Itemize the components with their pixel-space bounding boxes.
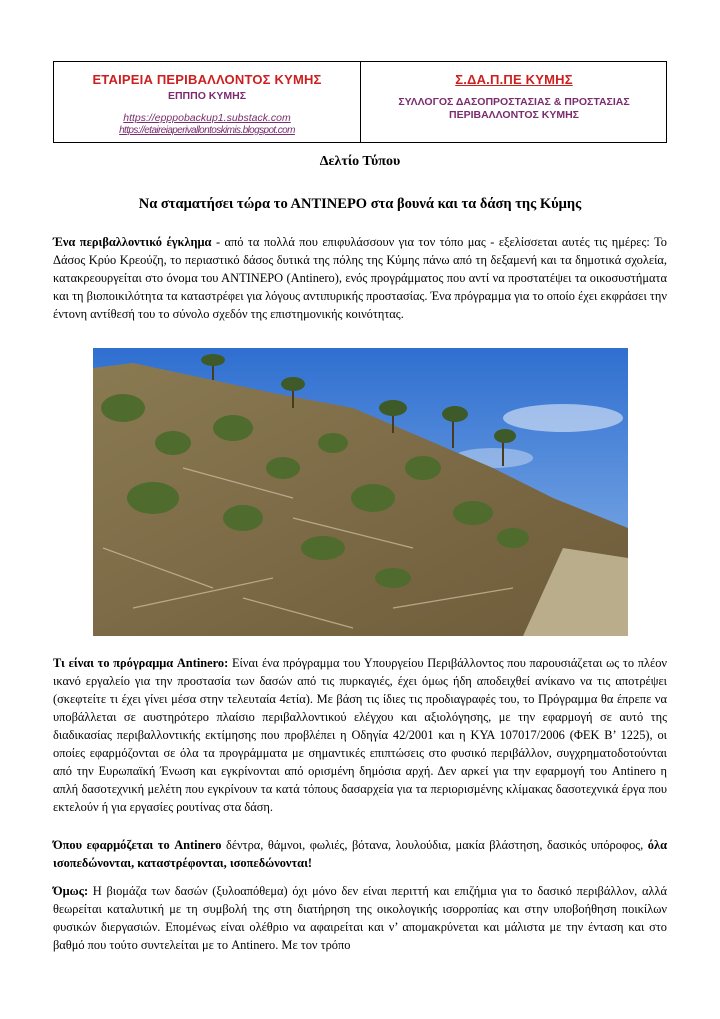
paragraph-where-applied-lead: Όπου εφαρμόζεται το Antinero <box>53 838 222 852</box>
photo-illustration <box>93 348 628 636</box>
org-full-name-right <box>361 96 667 122</box>
paragraph-what-is-antinero-text: Είναι ένα πρόγραμμα του Υπουργείου Περιβάλλοντος που παρουσιάζεται ως το πλέον ικανό εργαλείο για την προστασία των δασών από τις πυρκαγιές, έχει όμως ήδη αποδειχθεί ανίκανο να τις αποτρέψει (σκεφτείτε τι έχει γίνει μέσα στην τελευταία 4ετία). Με βάση τις ίδιες τις προδιαγραφές του, το Πρόγραμμα θα έπρεπε να υποβάλλεται σε αυστηρότερο πλαίσιο περιβαλλοντικού ελέγχου και αξιολόγησης, με την εφαρμογή σε αυτό της διαδικασίας περιβαλλοντικής εκτίμησης που προβλέπει η Οδηγία 42/2001 και η ΚΥΑ 107017/2006 (ΦΕΚ Β’ 1225), οι οποίες εφαρμόζονται σε όλα τα προγράμματα με σημαντικές επιπτώσεις στο φυσικό περιβάλλον, συγχρηματοδοτούνται από την Ευρωπαϊκή Ένωση και εγκρίνονται από ορισμένη δημόσια αρχή. Δεν αρκεί για την εφαρμογή του Antinero η απλή δασοτεχνική μελέτη που εγκρίνουν τα κατά τόπους δασαρχεία για τα περιορισμένης κλίμακας δασοτεχνικά έργα που εκτελούν ή για εργασίες ρουτίνας στα δάση. <box>53 656 667 814</box>
paragraph-however <box>53 882 667 954</box>
paragraph-intro <box>53 233 667 323</box>
paragraph-however-lead: Όμως: <box>53 884 89 898</box>
deforested-hillside-photo <box>93 348 628 636</box>
org-abbr-left: ΕΠΠΠΟ ΚΥΜΗΣ <box>167 90 247 102</box>
paragraph-what-is-antinero <box>53 654 667 816</box>
org-full-name-line1: ΣΥΛΛΟΓΟΣ ΔΑΣΟΠΡΟΣΤΑΣΙΑΣ & ΠΡΟΣΤΑΣΙΑΣ <box>398 96 630 108</box>
document-headline: Να σταματήσει τώρα το ΑΝΤΙΝΕΡΟ στα βουνά και τα δάση της Κύμης <box>138 196 582 212</box>
document-title: Δελτίο Τύπου <box>319 154 401 169</box>
org-full-name-line2: ΠΕΡΙΒΑΛΛΟΝΤΟΣ ΚΥΜΗΣ <box>449 109 579 121</box>
blogspot-link[interactable]: https://etaireiaperivallontoskimis.blogspot.com <box>119 125 295 136</box>
paragraph-where-applied <box>53 836 667 872</box>
letterhead <box>53 61 667 143</box>
substack-link[interactable]: https://epppobackup1.substack.com <box>123 112 291 124</box>
paragraph-what-is-antinero-lead: Τι είναι το πρόγραμμα Antinero: <box>53 656 229 670</box>
paragraph-intro-lead: Ένα περιβαλλοντικό έγκλημα <box>53 235 212 249</box>
org-name-left: ΕΤΑΙΡΕΙΑ ΠΕΡΙΒΑΛΛΟΝΤΟΣ ΚΥΜΗΣ <box>92 72 322 87</box>
letterhead-right <box>361 62 667 142</box>
letterhead-left <box>54 62 360 142</box>
paragraph-where-applied-end: όλα ισοπεδώνονται, καταστρέφονται, ισοπεδώνονται! <box>53 838 667 870</box>
paragraph-however-text: Η βιομάζα των δασών (ξυλοαπόθεμα) όχι μόνο δεν είναι περιττή και επιζήμια για το δασικό περιβάλλον, αλλά θεωρείται καταλυτική με τη συμβολή της στη διατήρηση της οικολογικής ισορροπίας και στην υποβοήθηση ποικίλων φυσικών διεργασιών. Επομένως είναι ολέθριο να αφαιρείται και ν’ απομακρύνεται και μάλιστα με την ένταση και στο βαθμό που τούτο συντελείται με το Antinero. Με τον τρόπο <box>53 884 667 952</box>
paragraph-where-applied-text: δέντρα, θάμνοι, φωλιές, βότανα, λουλούδια, μακία βλάστηση, δασικός υπόροφος, <box>221 838 648 852</box>
org-name-right: Σ.ΔΑ.Π.ΠΕ ΚΥΜΗΣ <box>455 72 573 87</box>
paragraph-intro-text: - από τα πολλά που επιφυλάσσουν για τον τόπο μας - εξελίσσεται αυτές τις ημέρες: Το Δάσος Κρύο Κρεούζη, το περιαστικό δάσος δυτικά της πόλης της Κύμης πάνω από τη δεξαμενή και τα δημοτικά σχολεία, κατακρεουργείται στο όνομα του ΑΝΤΙΝΕΡΟ (Antinero), ενός προγράμματος που αντί να προστατέψει τα οικοσυστήματα και τη βιοποικιλότητα τα καταστρέφει για λόγους αντιπυρικής προστασίας. Ένα πρόγραμμα για το οποίο έχει εκφράσει την έντονη αντίθεσή του το σύνολο σχεδόν της επιστημονικής κοινότητας. <box>53 235 667 321</box>
